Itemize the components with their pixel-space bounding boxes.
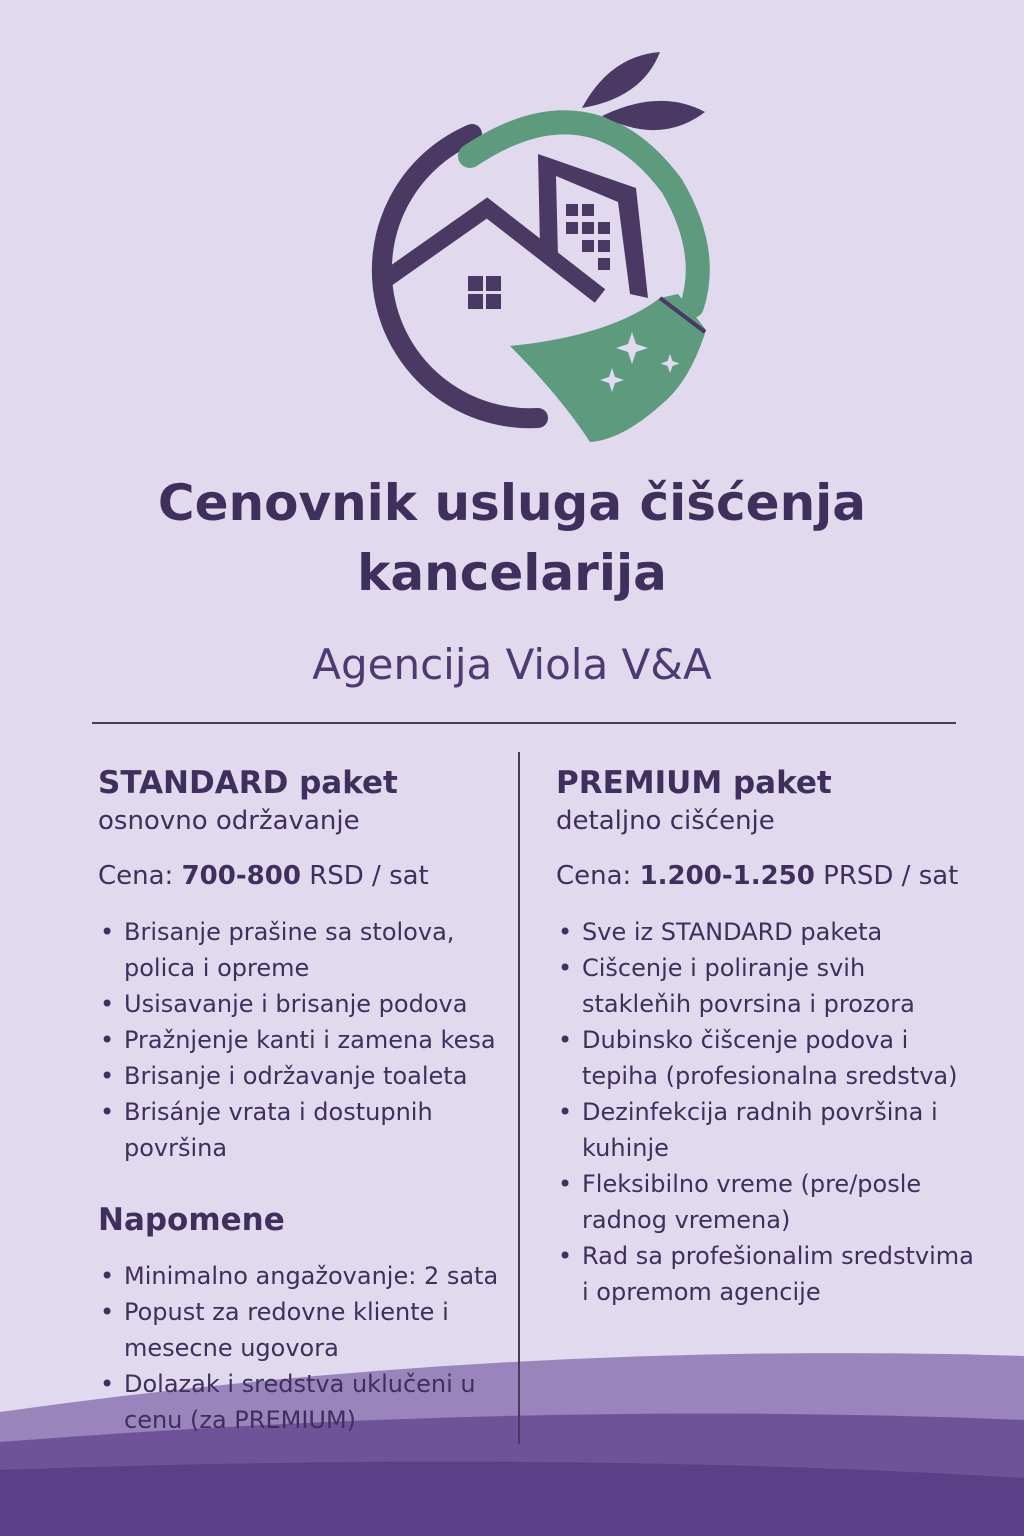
standard-package-title: STANDARD paket bbox=[98, 765, 398, 801]
list-item: • Dezinfekcija radnih površina i kuhinje bbox=[556, 1094, 976, 1166]
list-item: • Brisánje vrata i dostupnih površina bbox=[98, 1094, 508, 1166]
price-label: Cena: bbox=[98, 861, 174, 891]
price-unit: PRSD / sat bbox=[823, 861, 959, 891]
purple-arc bbox=[382, 134, 538, 418]
standard-package-subtitle: osnovno održavanje bbox=[98, 806, 360, 836]
premium-package-subtitle: detaljno cišćenje bbox=[556, 806, 775, 836]
agency-name: Agencija Viola V&A bbox=[312, 640, 712, 689]
window-icon bbox=[468, 276, 501, 309]
list-item: • Dubinsko čišcenje podova i tepiha (profesionalna sredstva) bbox=[556, 1022, 976, 1094]
list-item: • Minimalno angažovanje: 2 sata bbox=[98, 1258, 508, 1294]
notes-title: Napomene bbox=[98, 1202, 285, 1238]
premium-package-title: PREMIUM paket bbox=[556, 765, 832, 801]
premium-services-list bbox=[556, 914, 976, 1310]
leaf-icon bbox=[582, 52, 660, 108]
list-item: • Popust za redovne kliente i mesecne ugovora bbox=[98, 1294, 508, 1366]
list-item: • Brisanje prašine sa stolova, polica i opreme bbox=[98, 914, 508, 986]
header-divider bbox=[92, 722, 956, 724]
list-item: • Sve iz STANDARD paketa bbox=[556, 914, 976, 950]
notes-list bbox=[98, 1258, 508, 1438]
building-windows bbox=[566, 204, 610, 270]
list-item: • Usisavanje i brisanje podova bbox=[98, 986, 508, 1022]
premium-package-column bbox=[556, 762, 976, 1310]
premium-price bbox=[556, 858, 976, 894]
list-item: • Cišcenje i poliranje svih stakleňih povrsina i prozora bbox=[556, 950, 976, 1022]
standard-package-column bbox=[98, 762, 508, 1438]
list-item: • Dolazak i sredstva uklučeni u cenu (za PREMIUM) bbox=[98, 1366, 508, 1438]
page-title: Cenovnik usluga čišćenja kancelarija bbox=[157, 474, 867, 602]
list-item: • Pražnjenje kanti i zamena kesa bbox=[98, 1022, 508, 1058]
list-item: • Fleksibilno vreme (pre/posle radnog vremena) bbox=[556, 1166, 976, 1238]
house-building-broom-logo bbox=[360, 36, 740, 456]
price-value: 700-800 bbox=[181, 861, 301, 891]
list-item: • Rad sa profešionalim sredstvima i opremom agencije bbox=[556, 1238, 976, 1310]
price-unit: RSD / sat bbox=[309, 861, 429, 891]
column-divider bbox=[518, 752, 520, 1444]
price-value: 1.200-1.250 bbox=[639, 861, 815, 891]
standard-services-list bbox=[98, 914, 508, 1166]
standard-price bbox=[98, 858, 508, 894]
list-item: • Brisanje i održavanje toaleta bbox=[98, 1058, 508, 1094]
price-label: Cena: bbox=[556, 861, 632, 891]
